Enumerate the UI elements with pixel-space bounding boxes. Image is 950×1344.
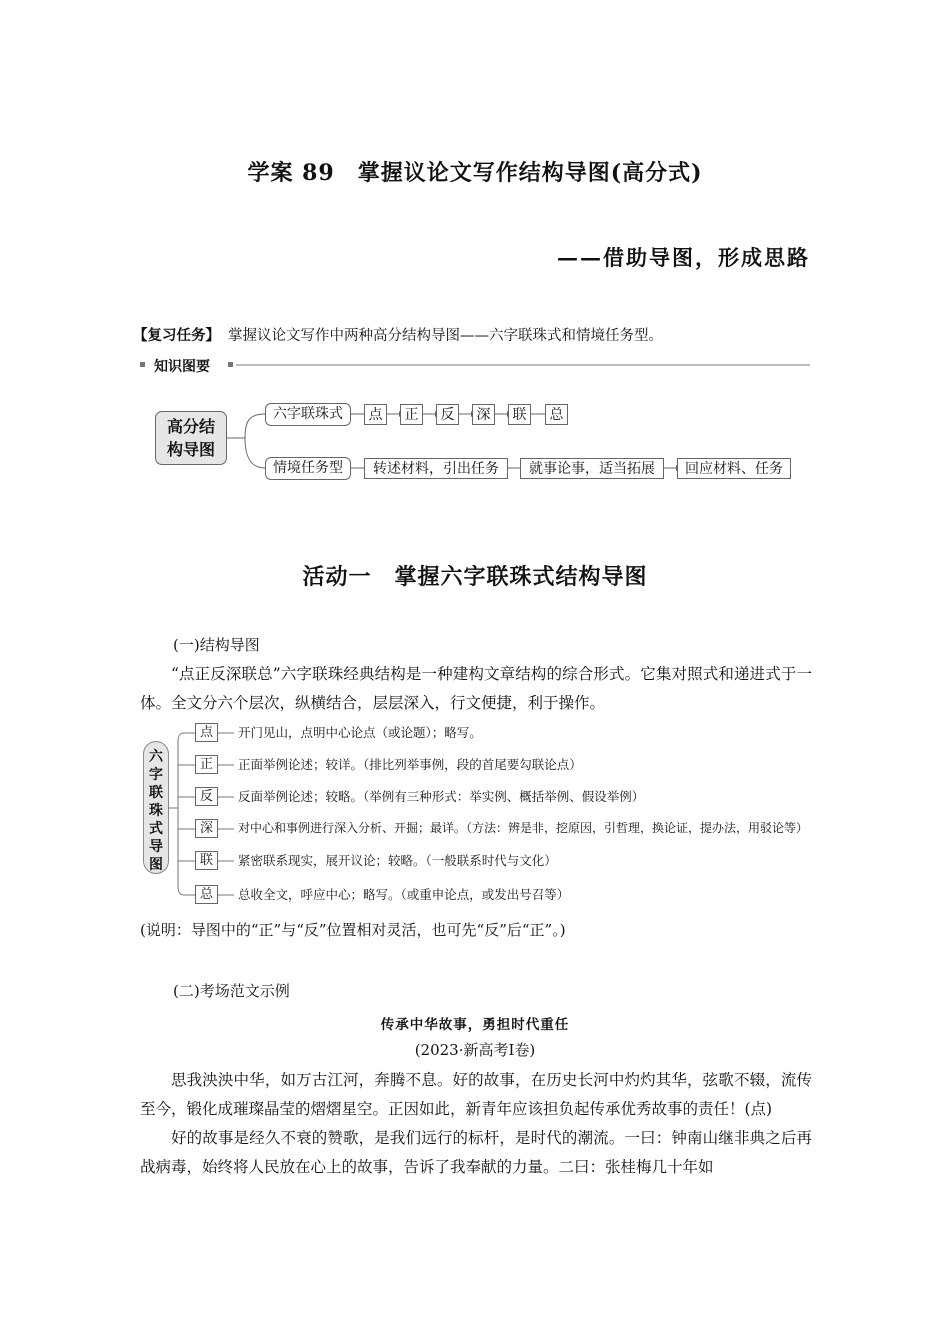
title-char: 六 bbox=[149, 749, 163, 765]
diagram-note: (说明：导图中的“正”与“反”位置相对灵活，也可先“反”后“正”。) bbox=[140, 921, 566, 939]
essay-paragraph: 好的故事是经久不衰的赞歌，是我们远行的标杆，是时代的潮流。一曰：钟南山继非典之后再战病毒，始终将人民放在心上的故事，告诉了我奉献的力量。二曰：张桂梅几十年如 bbox=[140, 1129, 812, 1176]
title-char: 式 bbox=[149, 821, 163, 837]
task-step-box: 转述材料，引出任务 bbox=[364, 458, 508, 479]
diagram-key-box: 正 bbox=[195, 755, 218, 774]
diagram-item-desc: 紧密联系现实，展开议论；较略。（一般联系时代与文化） bbox=[238, 853, 557, 868]
page-subtitle: ——借助导图，形成思路 bbox=[557, 245, 810, 270]
essay-title: 传承中华故事，勇担时代重任 bbox=[380, 1017, 570, 1033]
diagram-item-desc: 反面举例论述；较略。（举例有三种形式：举实例、概括举例、假设举例） bbox=[238, 789, 645, 804]
diagram-key-box: 点 bbox=[195, 723, 218, 742]
title-char: 导 bbox=[149, 839, 163, 855]
section-heading-1: (一)结构导图 bbox=[173, 636, 260, 654]
knowledge-header-label: 知识图要 bbox=[154, 359, 210, 375]
activity-heading: 活动一 掌握六字联珠式结构导图 bbox=[302, 564, 648, 590]
title-char: 珠 bbox=[149, 803, 163, 819]
step-box: 深 bbox=[472, 404, 495, 425]
diagram-item-desc: 对中心和事例进行深入分析、开掘；最详。（方法：辨是非，挖原因，引哲理，换论证，提办法，用驳论等） bbox=[238, 821, 809, 835]
diagram-key-box: 反 bbox=[195, 787, 218, 806]
task-step-box: 回应材料、任务 bbox=[677, 458, 791, 479]
step-box: 点 bbox=[364, 404, 387, 425]
essay-paragraph: 思我泱泱中华，如万古江河，奔腾不息。好的故事，在历史长河中灼灼其华，弦歌不辍，流传至今，锻化成璀璨晶莹的熠熠星空。正因如此，新青年应该担负起传承优秀故事的责任！(点) bbox=[140, 1071, 812, 1118]
six-char-title bbox=[143, 741, 169, 874]
center-line-2: 构导图 bbox=[166, 440, 215, 459]
diagram-key-box: 联 bbox=[195, 851, 218, 870]
step-box: 总 bbox=[545, 404, 568, 425]
page-title: 学案 89 掌握议论文写作结构导图(高分式) bbox=[247, 160, 703, 186]
task-step-box: 就事论事，适当拓展 bbox=[520, 458, 664, 479]
title-char: 字 bbox=[149, 767, 163, 783]
center-line-1: 高分结 bbox=[166, 417, 215, 436]
diagram-item-desc: 开门见山，点明中心论点（或论题）；略写。 bbox=[238, 725, 482, 740]
diagram-item-desc: 正面举例论述；较详。（排比列举事例，段的首尾要勾联论点） bbox=[238, 757, 582, 772]
diagram-key-box: 深 bbox=[195, 819, 218, 838]
essay-source: (2023·新高考Ⅰ卷) bbox=[414, 1041, 536, 1059]
intro-text: “点正反深联总”六字联珠经典结构是一种建构文章结构的综合形式。它集对照式和递进式于一体。全文分六个层次，纵横结合，层层深入，行文便捷，利于操作。 bbox=[140, 665, 812, 712]
step-box: 联 bbox=[508, 404, 531, 425]
diagram-item-desc: 总收全文，呼应中心；略写。（或重申论点，或发出号召等） bbox=[238, 887, 570, 902]
step-box: 正 bbox=[400, 404, 423, 425]
section-heading-2: (二)考场范文示例 bbox=[173, 982, 290, 1000]
branch-situation-task: 情境任务型 bbox=[265, 457, 351, 480]
review-label: 【复习任务】 bbox=[133, 327, 220, 344]
essay-body bbox=[140, 1066, 812, 1182]
branch-six-char: 六字联珠式 bbox=[265, 403, 351, 426]
title-char: 图 bbox=[149, 857, 163, 873]
diagram-key-box: 总 bbox=[195, 885, 218, 904]
title-char: 联 bbox=[149, 785, 163, 801]
review-text: 掌握议论文写作中两种高分结构导图——六字联珠式和情境任务型。 bbox=[228, 328, 663, 344]
step-box: 反 bbox=[436, 404, 459, 425]
